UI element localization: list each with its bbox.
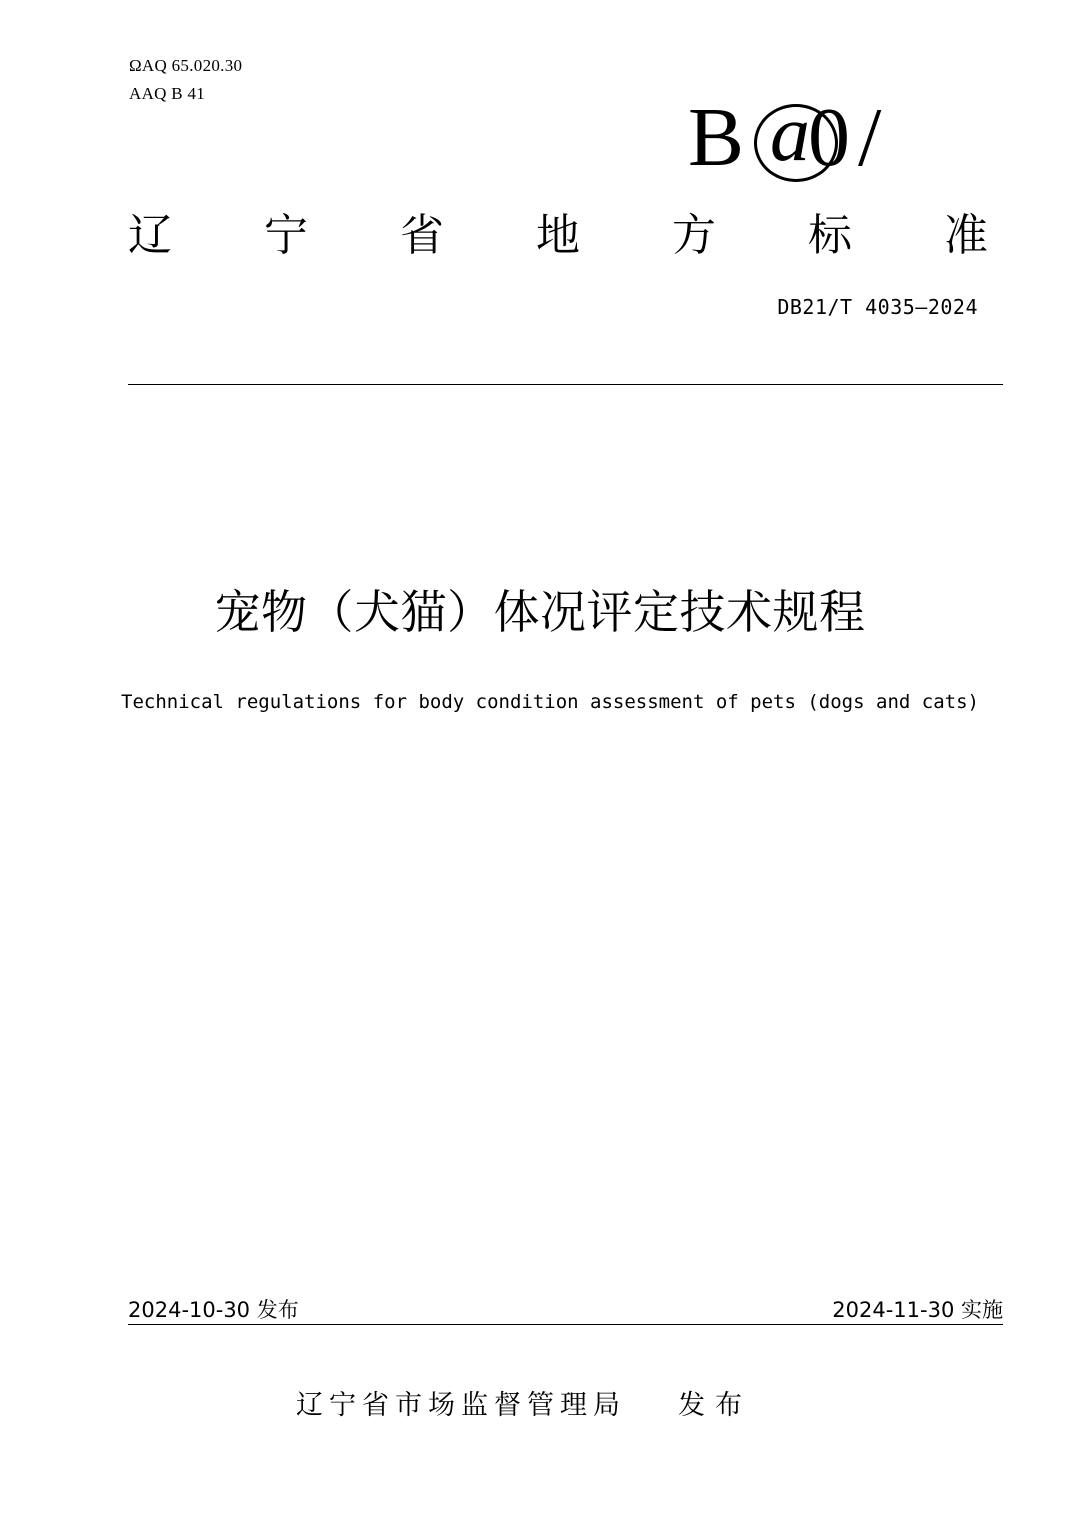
heading-char: 宁	[264, 210, 308, 261]
issuer-name: 辽宁省市场监督管理局	[296, 1390, 626, 1421]
heading-char: 标	[808, 210, 852, 261]
header-divider	[128, 384, 1003, 385]
document-title-chinese: 宠物（犬猫）体况评定技术规程	[214, 585, 866, 639]
heading-char: 准	[944, 210, 988, 261]
ics-classification-code: ΩAQ 65.020.30	[129, 56, 243, 75]
logo-zero: 0	[808, 91, 851, 184]
ccs-classification-code: AAQ B 41	[129, 84, 206, 103]
issuer-action: 发布	[678, 1390, 752, 1421]
logo-at-mark-icon	[754, 90, 862, 184]
publish-date: 2024-10-30 发布	[128, 1298, 299, 1322]
standard-logo	[688, 90, 948, 190]
document-title-english: Technical regulations for body condition assessment of pets (dogs and cats)	[121, 691, 979, 713]
standard-type-heading	[128, 210, 988, 262]
logo-letter-b: B	[688, 91, 745, 184]
logo-letter-a: a	[770, 90, 811, 178]
heading-char: 省	[400, 210, 444, 261]
dates-row	[128, 1296, 1003, 1325]
implementation-date: 2024-11-30 实施	[832, 1298, 1003, 1322]
heading-char: 方	[672, 210, 716, 261]
logo-slash: /	[858, 91, 882, 184]
standard-number: DB21/T 4035—2024	[777, 295, 978, 319]
heading-char: 辽	[128, 210, 172, 261]
issuing-authority	[296, 1388, 752, 1424]
heading-char: 地	[536, 210, 580, 261]
